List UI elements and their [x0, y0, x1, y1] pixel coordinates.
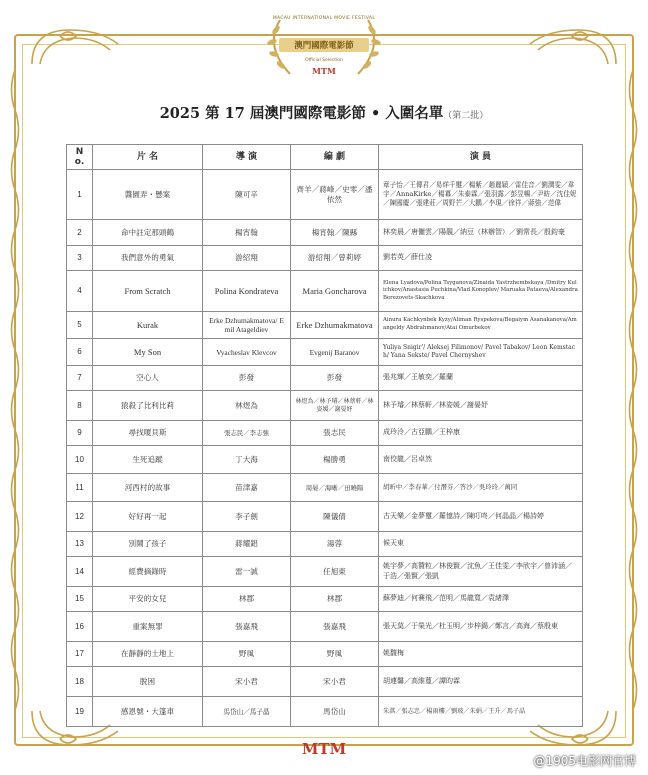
- row-no: 7: [67, 366, 93, 391]
- row-film: 好好再一起: [93, 502, 203, 532]
- row-director: 苗津嘉: [203, 474, 291, 502]
- header-no: No.: [67, 145, 93, 170]
- row-film: From Scratch: [93, 271, 203, 312]
- row-cast: 蘇夢迪／何賽飛／范明／馬龍寬／袁緒澤: [379, 587, 583, 612]
- row-cast: 林奕晨／唐儷雲／陽靚／納豆（林辦智）／劉常長／殷鈞豪: [379, 220, 583, 246]
- row-director: 張志民／李志強: [203, 421, 291, 446]
- row-film: 經費摘錄時: [93, 557, 203, 587]
- table-row: [67, 697, 583, 727]
- row-cast: 章子怡／王傳君／易烊千璽／楊紫／趙麗穎／雷佳音／劉潤雯／韋宇／AnnaKirke／楊冪／朱泰霖／張羽露／彭昱暢／尹昉／沈佳妮／陳國慶／張建莊／周野芒／大鵬／李現／徐祥／蔣強／范偉: [379, 170, 583, 220]
- left-border-ornament: [6, 70, 24, 710]
- row-film: 重案無罪: [93, 612, 203, 642]
- row-director: Erke Dzhumakmatova/ Emil Atageldiev: [203, 312, 291, 339]
- row-writer: 張嘉飛: [291, 612, 379, 642]
- row-film: 尋找嗄貝斯: [93, 421, 203, 446]
- row-film: My Son: [93, 339, 203, 366]
- row-director: 宋小君: [203, 667, 291, 697]
- row-cast: 胡連馨／高維蔓／譚昀霖: [379, 667, 583, 697]
- mtm-logo: MTM: [312, 66, 336, 76]
- table-header-row: [67, 145, 583, 170]
- header-director: 導 演: [203, 145, 291, 170]
- table-row: [67, 339, 583, 366]
- row-cast: 成玲泠／古亞鵬／王梓康: [379, 421, 583, 446]
- header-cast: 演 員: [379, 145, 583, 170]
- row-cast: Yuliya Snigir'/ Aleksej Filimonov/ Pavel Tabakov/ Leon Kemstach/ Yana Sekste/ Pavel Chernyshev: [379, 339, 583, 366]
- row-film: Kurak: [93, 312, 203, 339]
- row-director: 張嘉飛: [203, 612, 291, 642]
- table-row: [67, 271, 583, 312]
- watermark: @1905电影网官博: [533, 754, 636, 768]
- table-row: [67, 587, 583, 612]
- row-writer: 楊勝勇: [291, 446, 379, 474]
- row-no: 5: [67, 312, 93, 339]
- row-film: 猿殺了比利比莉: [93, 391, 203, 421]
- row-film: 平安的女兒: [93, 587, 203, 612]
- row-no: 11: [67, 474, 93, 502]
- table-row: [67, 246, 583, 271]
- official-selection-label: Official Selection: [305, 58, 343, 63]
- table-row: [67, 312, 583, 339]
- row-writer: 齊羊／蔣峰／史零／潘依然: [291, 170, 379, 220]
- row-director: 楊宵翰: [203, 220, 291, 246]
- row-no: 16: [67, 612, 93, 642]
- row-no: 6: [67, 339, 93, 366]
- row-cast: 姚馥梅: [379, 642, 583, 667]
- table-row: [67, 421, 583, 446]
- row-writer: 陳儀倩: [291, 502, 379, 532]
- row-no: 4: [67, 271, 93, 312]
- table-row: [67, 642, 583, 667]
- table-row: [67, 502, 583, 532]
- page-title: [60, 102, 588, 123]
- footer-mtm-logo: MTM: [301, 740, 347, 758]
- row-director: 林郡: [203, 587, 291, 612]
- row-cast: Ainura Kachkynbek Kyzy/Aliman Ryspekova/Begaiym Asanakanova/Amangeldy Abdrahmanov/Atai Omurbekov: [379, 312, 583, 339]
- festival-logo: [250, 10, 398, 82]
- row-writer: Erke Dzhumakmatova: [291, 312, 379, 339]
- corner-ornament: [30, 26, 120, 66]
- row-film: 我們意外的勇氣: [93, 246, 203, 271]
- row-no: 14: [67, 557, 93, 587]
- row-no: 17: [67, 642, 93, 667]
- row-director: 丁大海: [203, 446, 291, 474]
- row-writer: Evgenij Baranov: [291, 339, 379, 366]
- table-row: [67, 667, 583, 697]
- corner-ornament: [528, 26, 618, 66]
- row-film: 醬園弄・懸案: [93, 170, 203, 220]
- row-director: 馬岱山／馬子晶: [203, 697, 291, 727]
- row-no: 2: [67, 220, 93, 246]
- row-cast: 林予璿／林蔡軒／林姿媛／謝晏妤: [379, 391, 583, 421]
- row-no: 3: [67, 246, 93, 271]
- row-cast: 張兆輝／王敏奕／羅蘭: [379, 366, 583, 391]
- row-no: 8: [67, 391, 93, 421]
- row-cast: 朱淇／張志忠／楊雨樓／劉玻／朱娟／王升／馬子晶: [379, 697, 583, 727]
- row-no: 18: [67, 667, 93, 697]
- row-cast: 古天樂／金夢璽／羅憶詩／陳叮咚／何晶晶／楊詩婷: [379, 502, 583, 532]
- festival-name-zh: 澳門國際電影節: [279, 38, 369, 52]
- selection-table: [66, 144, 583, 727]
- row-no: 10: [67, 446, 93, 474]
- row-writer: 馬岱山: [291, 697, 379, 727]
- row-director: 彭發: [203, 366, 291, 391]
- row-director: 雷一誠: [203, 557, 291, 587]
- row-writer: 林煜為／林予璿／林蔡軒／林姿媛／謝晏妤: [291, 391, 379, 421]
- row-film: 空心人: [93, 366, 203, 391]
- row-writer: 楊宵翰／陳縣: [291, 220, 379, 246]
- row-cast: 南佼龍／呂卓然: [379, 446, 583, 474]
- row-director: Polina Kondrateva: [203, 271, 291, 312]
- row-no: 13: [67, 532, 93, 557]
- title-sub: （第二批）: [443, 111, 489, 121]
- row-director: 游紹翔: [203, 246, 291, 271]
- row-film: 命中註定那頭鶴: [93, 220, 203, 246]
- row-film: 脫困: [93, 667, 203, 697]
- row-cast: 姚宇夢／高贊粒／林俊賢／沈魚／王佳雯／李欣宇／曾沛涵／于浩／張賢／張凱: [379, 557, 583, 587]
- row-film: 河西村的故事: [93, 474, 203, 502]
- row-director: 蔣耀鋁: [203, 532, 291, 557]
- row-director: Vyacheslav Klevcov: [203, 339, 291, 366]
- row-director: 陳可辛: [203, 170, 291, 220]
- row-writer: 湯蓉: [291, 532, 379, 557]
- row-cast: Elena Lyadova/Polina Tsyganova/Zinaida Yastrzhembskaya /Dmitry Kulichkov/Anastasia Puchkina/Vlad Konoplev/ Maruaka Pataeva/Alexandra Berezovets-Skachkova: [379, 271, 583, 312]
- row-writer: 林郡: [291, 587, 379, 612]
- row-cast: 劉若英／薛仕凌: [379, 246, 583, 271]
- row-writer: 張志民: [291, 421, 379, 446]
- row-no: 9: [67, 421, 93, 446]
- row-writer: 彭發: [291, 366, 379, 391]
- table-row: [67, 446, 583, 474]
- row-no: 12: [67, 502, 93, 532]
- table-row: [67, 474, 583, 502]
- row-film: 感恩號・大篷車: [93, 697, 203, 727]
- title-main: 2025 第 17 屆澳門國際電影節 • 入圍名單: [159, 105, 444, 122]
- row-writer: Maria Goncharova: [291, 271, 379, 312]
- row-writer: 周晏／海晰／田曉陽: [291, 474, 379, 502]
- header-writer: 編 劇: [291, 145, 379, 170]
- table-row: [67, 532, 583, 557]
- row-no: 19: [67, 697, 93, 727]
- row-no: 15: [67, 587, 93, 612]
- table-row: [67, 612, 583, 642]
- table-row: [67, 220, 583, 246]
- row-cast: 候天東: [379, 532, 583, 557]
- table-row: [67, 170, 583, 220]
- row-director: 野風: [203, 642, 291, 667]
- right-border-ornament: [624, 70, 642, 710]
- table-row: [67, 366, 583, 391]
- row-director: 李子劍: [203, 502, 291, 532]
- row-cast: 胡昕中／李春華／付潛芬／答沙／吳玲玲／萬同: [379, 474, 583, 502]
- row-cast: 張天莫／于榮光／杜玉明／步梓錫／鄭言／高海／蔡殷東: [379, 612, 583, 642]
- row-writer: 任旭東: [291, 557, 379, 587]
- table-row: [67, 391, 583, 421]
- row-film: 生死追蹤: [93, 446, 203, 474]
- row-writer: 宋小君: [291, 667, 379, 697]
- row-no: 1: [67, 170, 93, 220]
- row-director: 林煜為: [203, 391, 291, 421]
- row-writer: 游紹翔／曾莉婷: [291, 246, 379, 271]
- header-film: 片 名: [93, 145, 203, 170]
- row-film: 別鬧了孩子: [93, 532, 203, 557]
- row-writer: 野風: [291, 642, 379, 667]
- table-row: [67, 557, 583, 587]
- festival-name-en: MACAU INTERNATIONAL MOVIE FESTIVAL: [272, 16, 376, 21]
- row-film: 在靜靜的土地上: [93, 642, 203, 667]
